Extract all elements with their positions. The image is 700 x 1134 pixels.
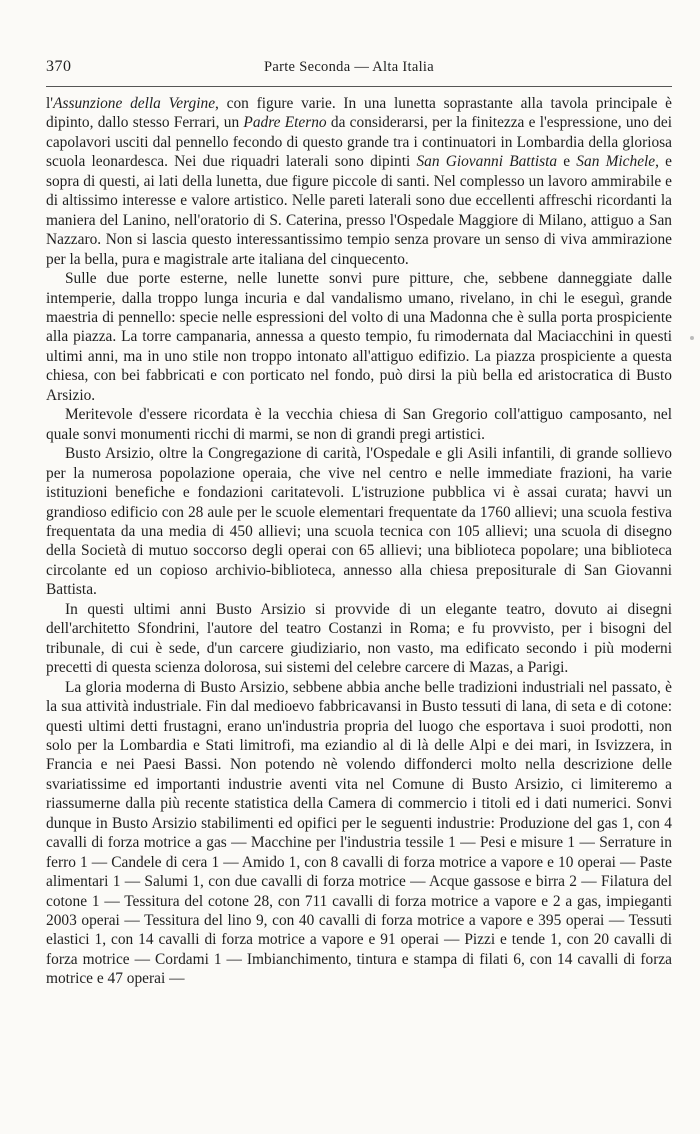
body-text [46,94,672,989]
italic-title: San Giovanni Battista [416,153,558,171]
italic-title: San Michele [576,153,656,171]
text-run: e [557,153,577,171]
text-run: , con figure varie. In una lunetta soprastante alla tavola principale è dipinto, dallo stesso Ferrari, un [46,95,672,132]
text-run: Busto Arsizio, oltre la Congregazione di carità, l'Ospedale e gli Asili infantili, di grande sollievo per la numerosa popolazione operaia, che vive nel centro e nelle immediate frazioni, ha varie istituzioni benefiche e fondazioni caritatevoli. L'istruzione pubblica vi è assai curata; havvi un grandioso edificio con 28 aule per le scuole elementari frequentate da 1760 allievi; una scuola festiva frequentata da una media di 450 allievi; una scuola tecnica con 105 allievi; una scuola di disegno della Società di mutuo soccorso degli operai con 65 allievi; una biblioteca popolare; una biblioteca circolante ed un copioso archivio-biblioteca, annesso alla chiesa prepositurale di San Giovanni Battista. [46,445,672,599]
paragraph [46,600,672,678]
italic-title: Assunzione della Vergine [53,95,216,112]
text-run: Sulle due porte esterne, nelle lunette sonvi pure pitture, che, sebbene danneggiate dalle intemperie, dalla troppo lunga incuria e dal vandalismo umano, rivelano, in chi le eseguì, grande maestria di pennello: specie nelle espressioni del volto di una Madonna che è sulla porta prospiciente alla piazza. La torre campanaria, annessa a questo tempio, fu rimodernata dal Maciacchini in questi ultimi anni, ma in uno stile non troppo intonato all'attiguo edifizio. La piazza prospiciente a questa chiesa, con bei fabbricati e con porticato nel fondo, può dirsi la più bella ed aristocratica di Busto Arsizio. [46,270,672,404]
paragraph [46,94,672,269]
paragraph [46,444,672,600]
paragraph [46,678,672,989]
margin-speck [690,336,694,340]
text-run: Meritevole d'essere ricordata è la vecchia chiesa di San Gregorio coll'attiguo camposanto, nel quale sonvi monumenti ricchi di marmi, se non di grandi pregi artistici. [46,406,672,443]
paragraph [46,405,672,444]
header-rule [46,86,672,87]
italic-title: Padre Eterno [243,114,327,132]
text-run: , e sopra di questi, ai lati della lunetta, due figure piccole di santi. Nel complesso un lavoro ammirabile e di altissimo interesse e valore artistico. Nelle pareti laterali sono due eccellenti affreschi ricordanti la maniera del Lanino, nell'oratorio di S. Caterina, presso l'Ospedale Maggiore di Milano, attiguo a San Nazzaro. Non si lascia questo interessantissimo tempio senza provare un senso di viva ammirazione per la bella, pura e magistrale arte italiana del cinquecento. [46,153,673,268]
page-header [46,58,672,82]
page-number: 370 [46,58,72,75]
text-run: da considerarsi, per la finitezza e l'espressione, uno dei capolavori usciti dal pennello fecondo di questo grande tra i continuatori in Lombardia della gloriosa scuola leonardesca. Nei due riquadri laterali sono dipinti [46,114,672,171]
text-run: La gloria moderna di Busto Arsizio, sebbene abbia anche belle tradizioni industriali nel passato, è la sua attività industriale. Fin dal medioevo fabbricavansi in Busto tessuti di lana, di seta e di cotone: questi ultimi detti frustagni, erano un'industria propria del luogo che esportava i suoi prodotti, non solo per la Lombardia e Stati limitrofi, ma eziandio al di là delle Alpi e dei mari, in Isvizzera, in Francia e nei Paesi Bassi. Non potendo nè volendo diffonderci molto nella descrizione delle svariatissime ed importanti industrie aventi vita nel Comune di Busto Arsizio, ci limiteremo a riassumerne dalla più recente statistica della Camera di commercio i titoli ed i dati numerici. Sonvi dunque in Busto Arsizio stabilimenti ed opifici per le seguenti industrie: Produzione del gas 1, con 4 cavalli di forza motrice a gas — Macchine per l'industria tessile 1 — Pesi e misure 1 — Serrature in ferro 1 — Candele di cera 1 — Amido 1, con 8 cavalli di forza motrice a vapore e 10 operai — Paste alimentari 1 — Salumi 1, con due cavalli di forza motrice — Acque gassose e birra 2 — Filatura del cotone 1 — Tessitura del cotone 28, con 711 cavalli di forza motrice a vapore e 2 a gas, impieganti 2003 operai — Tessitura del lino 9, con 40 cavalli di forza motrice a vapore e 395 operai — Tessuti elastici 1, con 14 cavalli di forza motrice a vapore e 91 operai — Pizzi e tende 1, con 20 cavalli di forza motrice — Cordami 1 — Imbianchimento, tintura e stampa di filati 6, con 14 cavalli di forza motrice e 47 operai — [46,678,672,988]
running-head: Parte Seconda — Alta Italia [264,59,434,75]
paragraph [46,269,672,405]
text-run: In questi ultimi anni Busto Arsizio si provvide di un elegante teatro, dovuto ai disegni dell'architetto Sfondrini, l'autore del teatro Costanzi in Roma; e fu provvisto, per i bisogni del tribunale, di cui è sede, d'un carcere giudiziario, non vasto, ma edificato secondo i più moderni precetti di questa scienza dolorosa, sui sistemi del celebre carcere di Mazas, a Parigi. [46,600,672,677]
text-run: l' [46,95,54,112]
